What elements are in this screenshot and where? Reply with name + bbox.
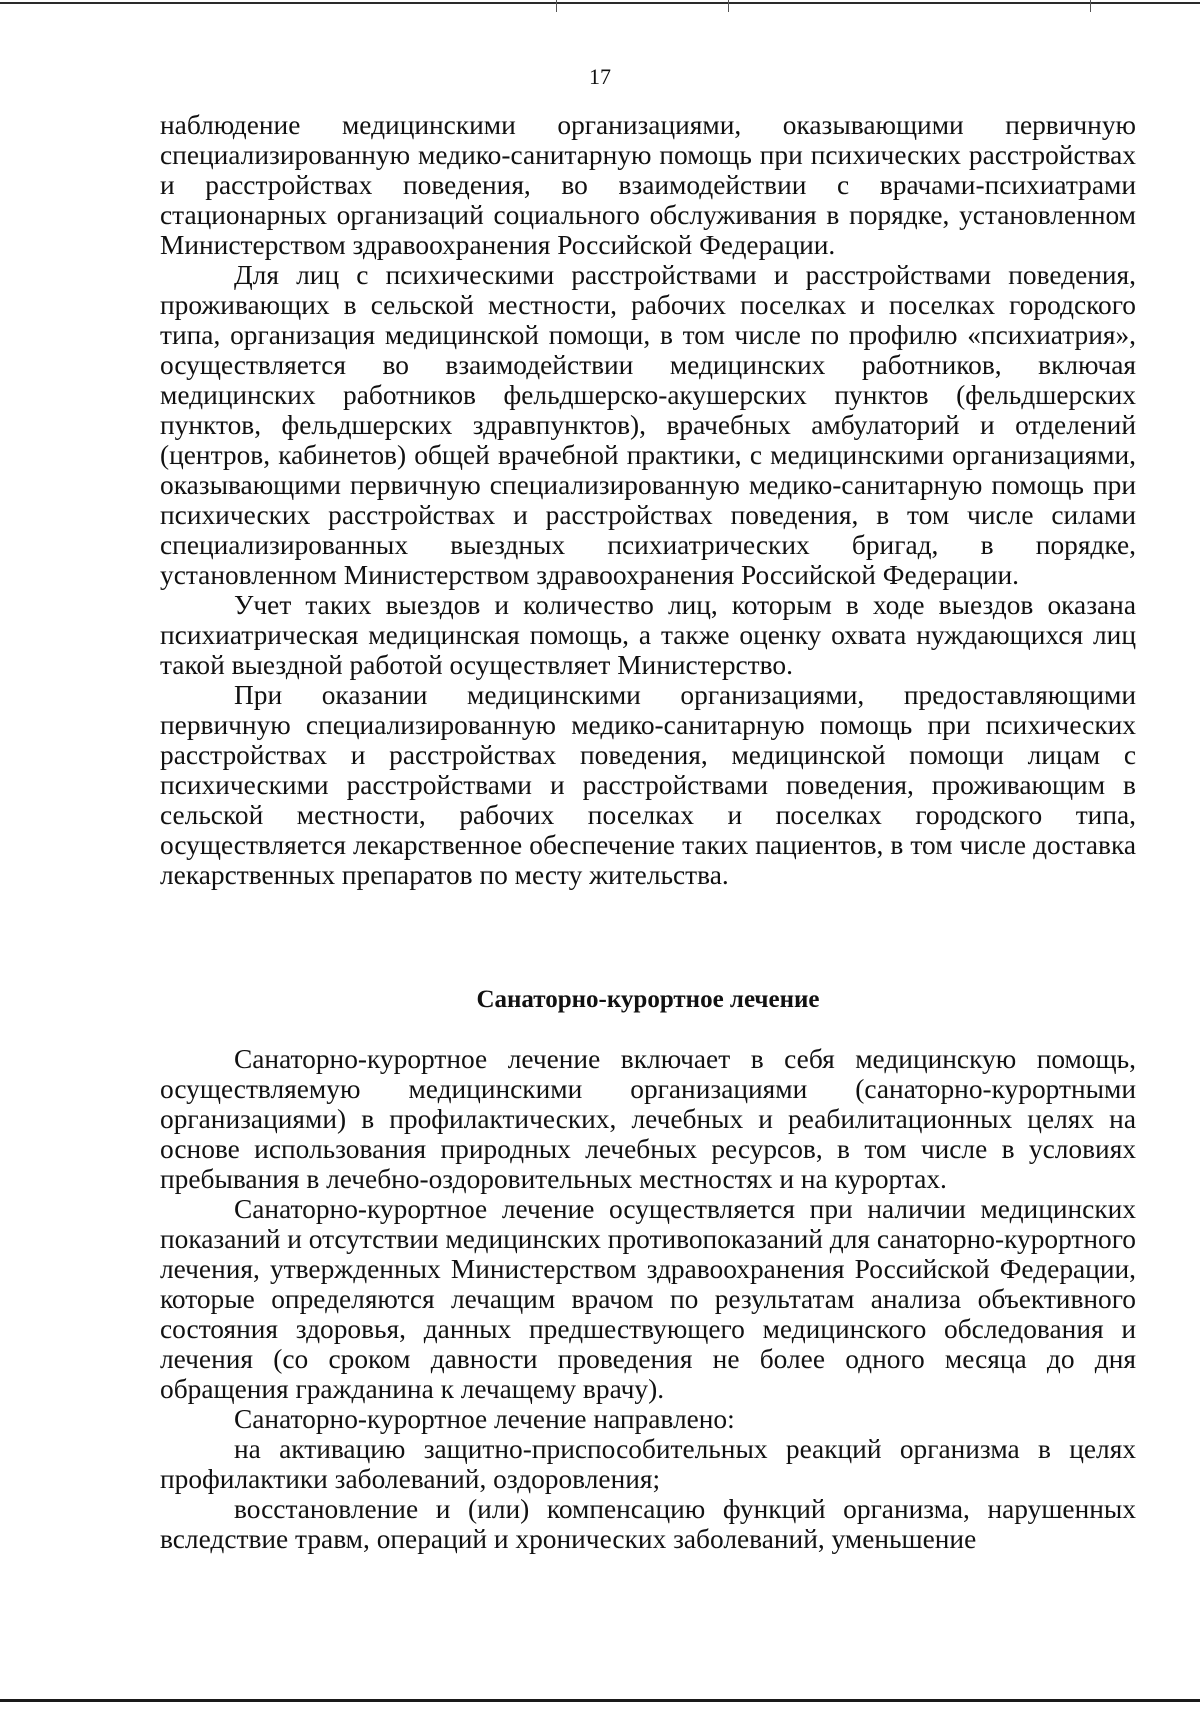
scan-tick-mark xyxy=(728,0,729,12)
page-number: 17 xyxy=(589,64,611,89)
scan-tick-mark xyxy=(556,0,557,12)
scan-edge-top xyxy=(0,2,1200,4)
body-text-top xyxy=(160,110,1136,890)
scan-edge-bottom xyxy=(0,1699,1200,1702)
paragraph: При оказании медицинскими организациями, предоставляющими первичную специализированную медико-санитарную помощь при психических расстройствах и расстройствах поведения, медицинской помощи лицам с психическими расстройствами и расстройствами поведения, проживающим в сельской местности, рабочих поселках и поселках городского типа, осуществляется лекарственное обеспечение таких пациентов, в том числе доставка лекарственных препаратов по месту жительства. xyxy=(160,680,1136,890)
paragraph: Санаторно-курортное лечение направлено: xyxy=(234,1404,735,1434)
paragraph: на активацию защитно-приспособительных реакций организма в целях профилактики заболеваний, оздоровления; xyxy=(160,1434,1136,1494)
body-text-section xyxy=(160,1044,1136,1554)
paragraph: Учет таких выездов и количество лиц, которым в ходе выездов оказана психиатрическая медицинская помощь, а также оценку охвата нуждающихся лиц такой выездной работой осуществляет Министерство. xyxy=(160,590,1136,680)
section-heading: Санаторно-курортное лечение xyxy=(476,986,820,1013)
paragraph: Санаторно-курортное лечение включает в себя медицинскую помощь, осуществляемую медицинскими организациями (санаторно-курортными организациями) в профилактических, лечебных и реабилитационных целях на основе использования природных лечебных ресурсов, в том числе в условиях пребывания в лечебно-оздоровительных местностях и на курортах. xyxy=(160,1044,1136,1194)
paragraph: восстановление и (или) компенсацию функций организма, нарушенных вследствие травм, операций и хронических заболеваний, уменьшение xyxy=(160,1494,1136,1554)
scan-tick-mark xyxy=(1090,0,1091,12)
paragraph: наблюдение медицинскими организациями, оказывающими первичную специализированную медико-санитарную помощь при психических расстройствах и расстройствах поведения, во взаимодействии с врачами-психиатрами стационарных организаций социального обслуживания в порядке, установленном Министерством здравоохранения Российской Федерации. xyxy=(160,110,1136,260)
paragraph: Санаторно-курортное лечение осуществляется при наличии медицинских показаний и отсутствии медицинских противопоказаний для санаторно-курортного лечения, утвержденных Министерством здравоохранения Российской Федерации, которые определяются лечащим врачом по результатам анализа объективного состояния здоровья, данных предшествующего медицинского обследования и лечения (со сроком давности проведения не более одного месяца до дня обращения гражданина к лечащему врачу). xyxy=(160,1194,1136,1404)
paragraph: Для лиц с психическими расстройствами и расстройствами поведения, проживающих в сельской местности, рабочих поселках и поселках городского типа, организация медицинской помощи, в том числе по профилю «психиатрия», осуществляется во взаимодействии медицинских работников, включая медицинских работников фельдшерско-акушерских пунктов (фельдшерских пунктов, фельдшерских здравпунктов), врачебных амбулаторий и отделений (центров, кабинетов) общей врачебной практики, с медицинскими организациями, оказывающими первичную специализированную медико-санитарную помощь при психических расстройствах и расстройствах поведения, в том числе силами специализированных выездных психиатрических бригад, в порядке, установленном Министерством здравоохранения Российской Федерации. xyxy=(160,260,1136,590)
